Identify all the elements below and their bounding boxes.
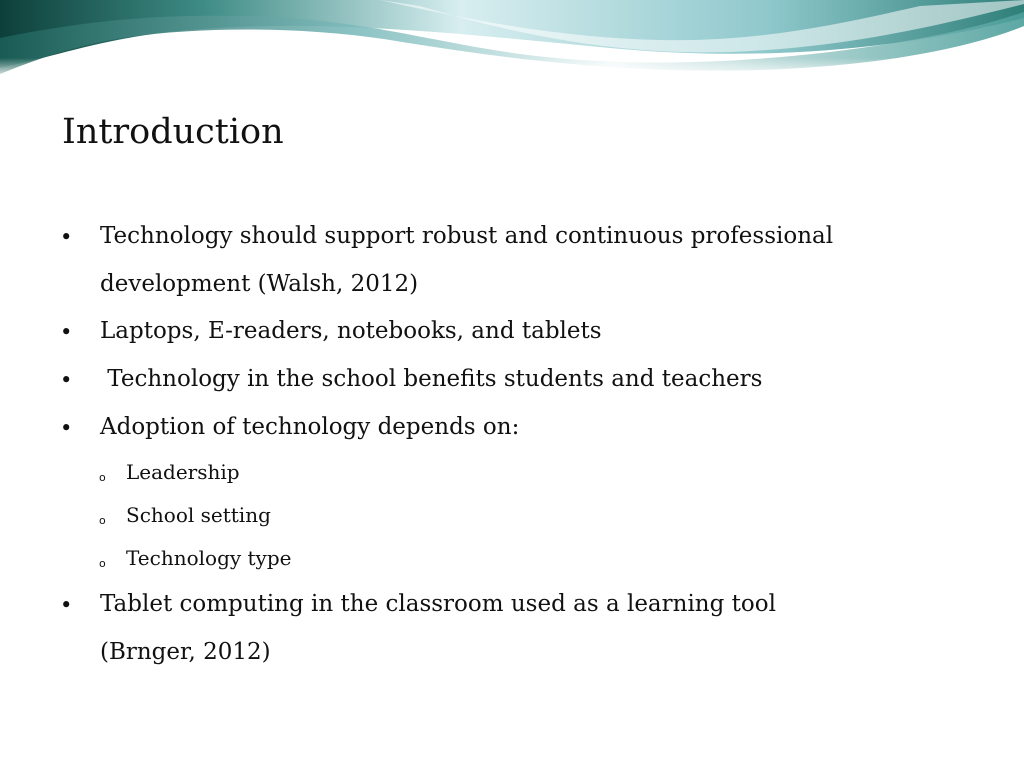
bullet-marker: • (60, 320, 73, 344)
bullet-marker: • (60, 225, 73, 249)
bullet-4-line-1: Adoption of technology depends on: (100, 414, 520, 440)
bullet-5-line-2: (Brnger, 2012) (100, 639, 271, 665)
bullet-1-line-1: Technology should support robust and continuous professional (100, 223, 834, 249)
sub-item-school-setting: School setting (126, 503, 271, 527)
sub-bullet-marker: o (99, 471, 106, 484)
bullet-3-line-1: Technology in the school benefits students and teachers (100, 366, 763, 392)
bullet-marker: • (60, 368, 73, 392)
bullet-marker: • (60, 593, 73, 617)
sub-bullet-marker: o (99, 514, 106, 527)
bullet-5-line-1: Tablet computing in the classroom used as a learning tool (100, 591, 776, 617)
sub-bullet-marker: o (99, 557, 106, 570)
sub-item-leadership: Leadership (126, 460, 240, 484)
bullet-marker: • (60, 416, 73, 440)
bullet-1-line-2: development (Walsh, 2012) (100, 271, 419, 297)
sub-item-technology-type: Technology type (126, 546, 292, 570)
slide-title: Introduction (62, 112, 284, 152)
bullet-2-line-1: Laptops, E-readers, notebooks, and tablets (100, 318, 602, 344)
